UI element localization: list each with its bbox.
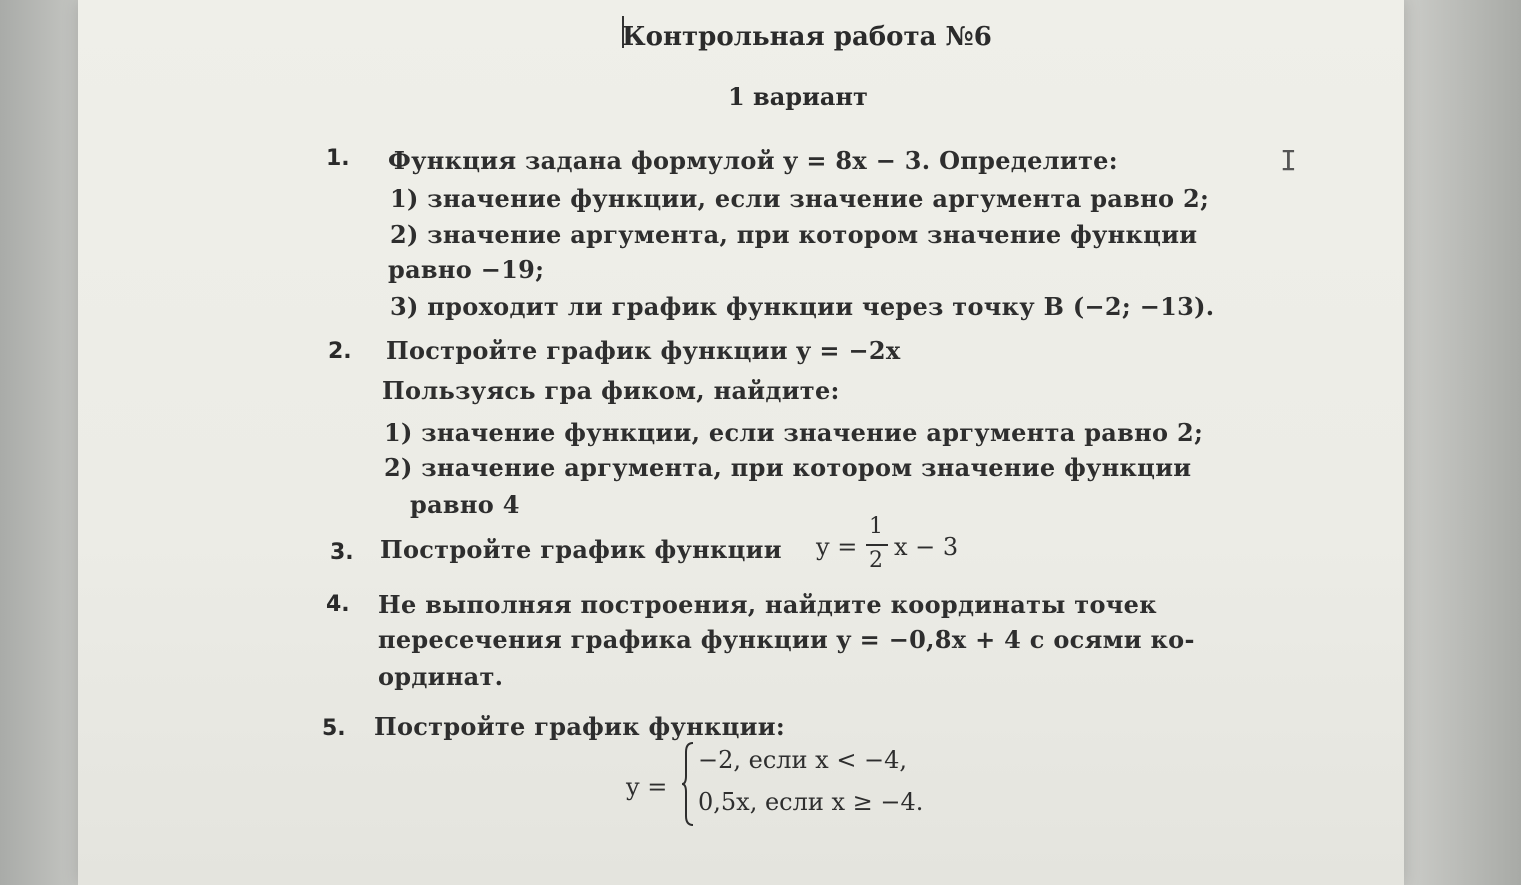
task-3-fraction-bar	[866, 544, 888, 546]
task-5-case-1: −2, если x < −4,	[698, 746, 908, 774]
task-1-item-1: 1) значение функции, если значение аргумента равно 2;	[390, 184, 1210, 213]
variant-heading: 1 вариант	[728, 82, 868, 111]
task-1-item-3: 3) проходит ли график функции через точку B (−2; −13).	[390, 292, 1215, 321]
task-5-number: 5.	[322, 716, 346, 741]
task-2-item-2: 2) значение аргумента, при котором значение функции	[384, 453, 1192, 482]
task-3-formula-right: x − 3	[894, 533, 959, 561]
task-2-item-1: 1) значение функции, если значение аргумента равно 2;	[384, 418, 1204, 447]
task-1-number: 1.	[326, 146, 350, 171]
task-2-number: 2.	[328, 339, 352, 364]
task-1-item-2-cont: равно −19;	[388, 255, 545, 284]
task-1-intro: Функция задана формулой y = 8x − 3. Определите:	[388, 146, 1118, 175]
task-5-lhs: y =	[626, 773, 668, 801]
task-4-line-2: пересечения графика функции y = −0,8x + 4 с осями ко-	[378, 625, 1195, 654]
task-4-line-3: ординат.	[378, 662, 504, 691]
ibeam-cursor-icon: I	[1280, 144, 1297, 177]
task-2-item-2-cont: равно 4	[410, 490, 520, 519]
piecewise-brace	[682, 742, 694, 826]
document-title: Контрольная работа №6	[622, 22, 992, 52]
task-4-number: 4.	[326, 592, 350, 617]
task-3-fraction-numerator: 1	[869, 514, 883, 539]
task-3-number: 3.	[330, 540, 354, 565]
task-2-intro: Постройте график функции y = −2x	[386, 336, 901, 365]
task-3-fraction-denominator: 2	[869, 548, 883, 573]
task-5-text: Постройте график функции:	[374, 712, 786, 741]
task-3-formula-left: y =	[816, 533, 858, 561]
task-5-case-2: 0,5x, если x ≥ −4.	[698, 788, 924, 816]
task-1-item-2: 2) значение аргумента, при котором значение функции	[390, 220, 1198, 249]
task-4-line-1: Не выполняя построения, найдите координаты точек	[378, 590, 1157, 619]
task-2-lead: Пользуясь гра фиком, найдите:	[382, 376, 840, 405]
task-3-text: Постройте график функции	[380, 535, 782, 564]
